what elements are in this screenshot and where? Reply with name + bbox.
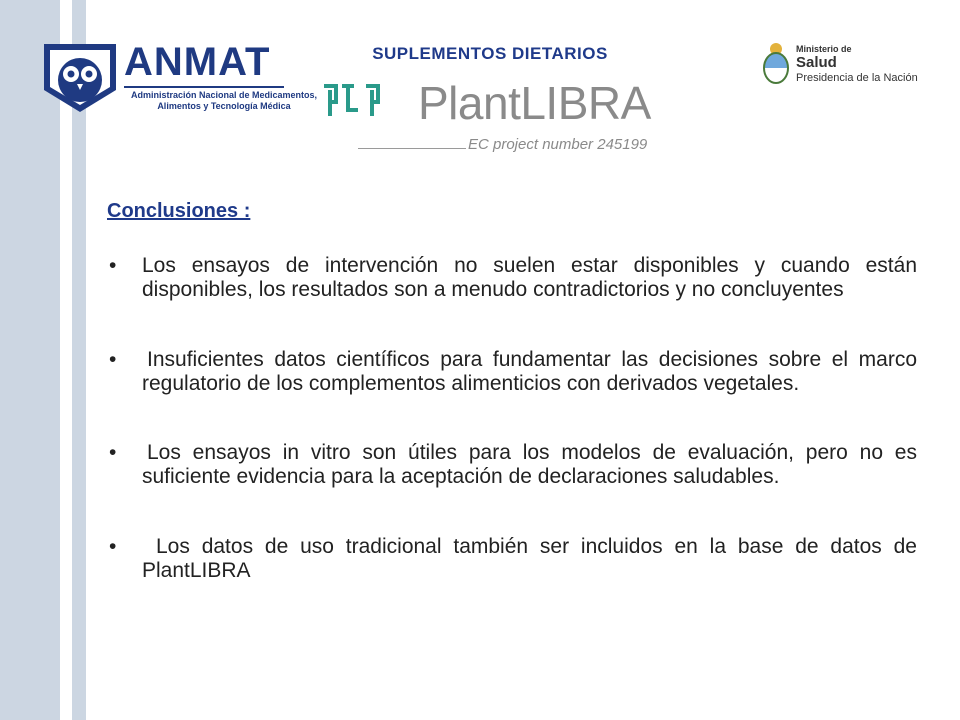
- bullet-icon: •: [109, 441, 117, 464]
- list-item: [107, 441, 917, 489]
- plantlibra-name: PlantLIBRA: [418, 77, 651, 129]
- bullet-text: Los ensayos in vitro son útiles para los modelos de evaluación, pero no es suficiente evidencia para la aceptación de declaraciones saludables.: [142, 441, 917, 488]
- conclusions-list: [107, 254, 917, 583]
- bullet-icon: •: [109, 535, 117, 558]
- ministerio-salud-logo: [760, 42, 920, 92]
- argentina-crest-icon: [760, 42, 792, 86]
- plantlibra-mark-icon: [322, 80, 412, 120]
- ministerio-line3: Presidencia de la Nación: [796, 72, 918, 84]
- plantlibra-logo: [318, 74, 662, 174]
- owl-logo-icon: [40, 40, 120, 114]
- anmat-subtitle: [124, 90, 324, 112]
- list-item: [107, 254, 917, 302]
- plantlibra-project-number: EC project number 245199: [468, 136, 648, 153]
- bullet-text: Los datos de uso tradicional también ser incluidos en la base de datos de PlantLIBRA: [142, 535, 917, 582]
- bullet-text: Insuficientes datos científicos para fundamentar las decisiones sobre el marco regulatorio de los complementos alimenticios con derivados vegetales.: [142, 348, 917, 395]
- anmat-rule: [124, 86, 284, 88]
- conclusions-heading: Conclusiones :: [107, 200, 251, 222]
- plantlibra-underline: [358, 148, 466, 149]
- ministerio-line2: Salud: [796, 54, 837, 71]
- anmat-title: ANMAT: [124, 40, 271, 84]
- list-item: [107, 348, 917, 396]
- anmat-subtitle-line2: Alimentos y Tecnología Médica: [157, 101, 291, 111]
- anmat-subtitle-line1: Administración Nacional de Medicamentos,: [130, 90, 318, 100]
- anmat-logo: [40, 40, 318, 120]
- bullet-icon: •: [109, 254, 117, 277]
- bullet-text: Los ensayos de intervención no suelen estar disponibles y cuando están disponibles, los resultados son a menudo contradictorios y no concluyentes: [142, 254, 917, 301]
- list-item: [107, 535, 917, 583]
- page-title: SUPLEMENTOS DIETARIOS: [372, 44, 608, 63]
- bullet-icon: •: [109, 348, 117, 371]
- ministerio-line1: Ministerio de: [796, 44, 852, 54]
